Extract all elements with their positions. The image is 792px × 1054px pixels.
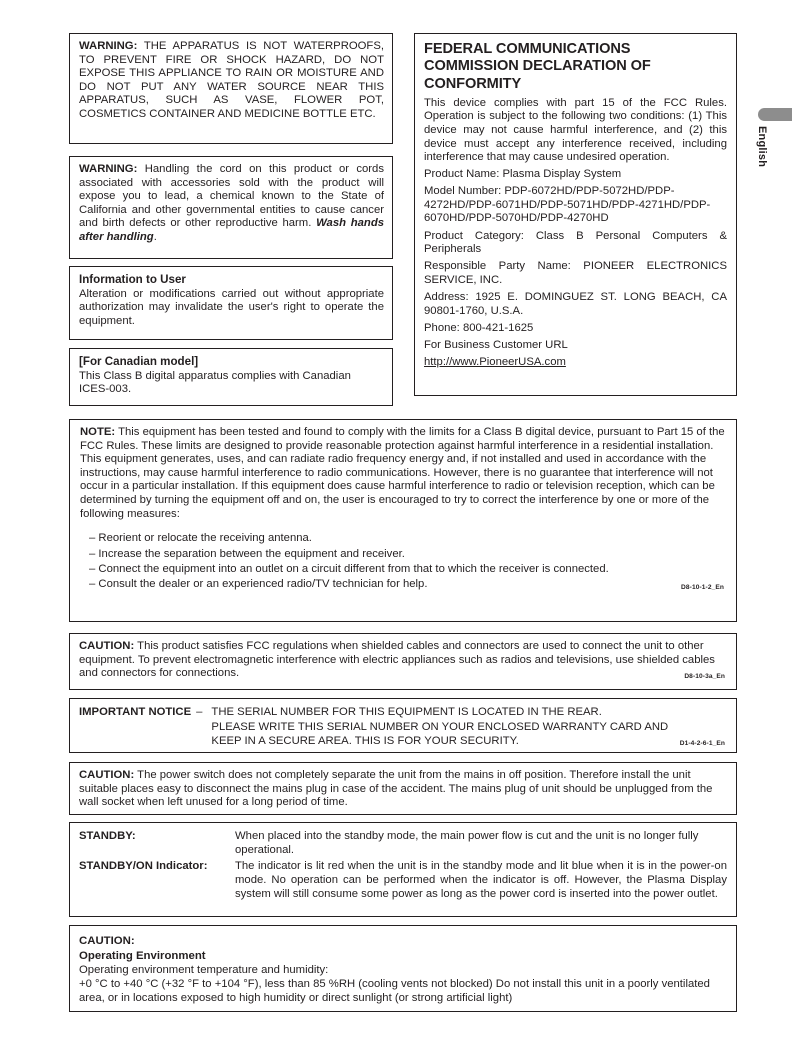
warning-cord-lead: WARNING: xyxy=(79,163,138,175)
note-measure-item: – Reorient or relocate the receiving antenna. xyxy=(89,532,312,545)
information-to-user-box xyxy=(69,266,393,340)
canadian-model-box xyxy=(69,348,393,406)
important-notice-line-text: KEEP IN A SECURE AREA. THIS IS FOR YOUR SECURITY. xyxy=(211,735,519,748)
canadian-model-heading: [For Canadian model] xyxy=(79,355,199,368)
fcc-heading: FEDERAL COMMUNICATIONS COMMISSION DECLARATION OF CONFORMITY xyxy=(424,41,651,92)
fcc-address: Address: 1925 E. DOMINGUEZ ST. LONG BEACH, CA 90801-1760, U.S.A. xyxy=(424,290,727,317)
canadian-model-body: This Class B digital apparatus complies with Canadian ICES-003. xyxy=(79,369,351,396)
warning-waterproof-box xyxy=(69,33,393,144)
operating-env-heading: Operating Environment xyxy=(79,950,206,963)
note-measure-item xyxy=(80,577,726,592)
caution-operating-environment-box xyxy=(69,925,737,1012)
operating-env-caution-lead: CAUTION: xyxy=(79,935,135,947)
note-lead: NOTE: xyxy=(80,426,116,438)
fcc-responsible-party: Responsible Party Name: PIONEER ELECTRONICS SERVICE, INC. xyxy=(424,260,727,286)
standby-row xyxy=(79,859,727,902)
language-tab-marker xyxy=(758,108,792,121)
language-tab-label: English xyxy=(756,126,768,168)
warning-waterproof-body: THE APPARATUS IS NOT WATERPROOFS, TO PREVENT FIRE OR SHOCK HAZARD, DO NOT EXPOSE THIS APPLIANCE TO RAIN OR MOISTURE AND DO NOT PUT ANY WATER SOURCE NEAR THIS APPARATUS, SUCH AS VASE, FLOWER POT, COSMETICS CONTAINER AND MEDICINE BOTTLE ETC. xyxy=(79,40,384,120)
fcc-declaration-box xyxy=(414,33,737,396)
standby-row xyxy=(79,829,727,858)
fcc-business-url-link[interactable]: http://www.PioneerUSA.com xyxy=(424,355,566,368)
caution-shielded-cables-box xyxy=(69,633,737,690)
warning-cord-emphasis: Wash hands after handling xyxy=(79,217,384,243)
important-notice-reference-code: D1-4-2-6-1_En xyxy=(679,740,725,748)
note-measure-item-text: – Consult the dealer or an experienced radio/TV technician for help. xyxy=(89,578,428,591)
warning-waterproof-text xyxy=(79,40,384,122)
important-notice-dash: – xyxy=(196,706,203,718)
caution-shielded-reference-code: D8-10-3a_En xyxy=(684,673,725,681)
important-notice-line: PLEASE WRITE THIS SERIAL NUMBER ON YOUR ENCLOSED WARRANTY CARD AND xyxy=(211,720,669,733)
warning-cord-tail: . xyxy=(153,230,157,243)
caution-power-switch-text xyxy=(79,769,727,810)
note-para-1 xyxy=(80,426,726,453)
fcc-product-name: Product Name: Plasma Display System xyxy=(424,168,622,181)
note-reference-code: D8-10-1-2_En xyxy=(681,584,724,592)
caution-shielded-lead: CAUTION: xyxy=(79,640,135,652)
important-notice-label: IMPORTANT NOTICE xyxy=(79,706,192,718)
operating-env-line-1: Operating environment temperature and humidity: xyxy=(79,964,329,977)
important-notice-box xyxy=(69,698,737,753)
fcc-phone: Phone: 800-421-1625 xyxy=(424,321,534,334)
fcc-business-url-label: For Business Customer URL xyxy=(424,338,568,351)
standby-row-label: STANDBY/ON Indicator: xyxy=(79,859,208,872)
operating-env-line-2: +0 °C to +40 °C (+32 °F to +104 °F), less than 85 %RH (cooling vents not blocked) Do not install this unit in a poorly ventilated area, or in locations exposed to high humidity or direct sunlight (or strong artificial light) xyxy=(79,978,710,1004)
note-measure-item: – Connect the equipment into an outlet on a circuit different from that to which the receiver is connected. xyxy=(89,562,609,575)
fcc-model-number: Model Number: PDP-6072HD/PDP-5072HD/PDP-4272HD/PDP-6071HD/PDP-5071HD/PDP-4271HD/PDP-6070HD/PDP-5070HD/PDP-4270HD xyxy=(424,185,711,225)
caution-shielded-text xyxy=(79,640,727,681)
caution-power-switch-box xyxy=(69,762,737,815)
information-to-user-body: Alteration or modifications carried out without appropriate authorization may invalidate the user's right to operate the equipment. xyxy=(79,287,384,327)
note-measures-list xyxy=(80,531,726,593)
fcc-product-category: Product Category: Class B Personal Computers & Peripherals xyxy=(424,229,727,256)
warning-cord-box xyxy=(69,156,393,259)
warning-cord-text xyxy=(79,163,384,245)
caution-shielded-body: This product satisfies FCC regulations when shielded cables and connectors are used to connect the unit to other equipment. To prevent electromagnetic interference with electric appliances such as radios and televisions, use shielded cables and connectors for connections. xyxy=(79,640,715,680)
fcc-compliance-text: This device complies with part 15 of the FCC Rules. Operation is subject to the following two conditions: (1) This device may not cause harmful interference, and (2) this device must accept any interference received, including interference that may cause undesired operation. xyxy=(424,96,727,164)
note-measure-item: – Increase the separation between the equipment and receiver. xyxy=(89,547,405,560)
important-notice-body xyxy=(211,705,727,752)
important-notice-line xyxy=(211,734,727,749)
information-to-user-heading: Information to User xyxy=(79,273,186,286)
warning-waterproof-lead: WARNING: xyxy=(79,40,138,52)
caution-power-switch-lead: CAUTION: xyxy=(79,769,135,781)
warning-cord-body: Handling the cord on this product or cords associated with accessories sold with the product will expose you to lead, a chemical known to the State of California and other governmental entities to cause cancer and birth defects or other reproductive harm. xyxy=(79,163,384,230)
note-para-2: This equipment generates, uses, and can radiate radio frequency energy and, if not installed and used in accordance with the instructions, may cause harmful interference to radio communications. However, there is no guarantee that interference will not occur in a particular installation. If this equipment does cause harmful interference to radio or television reception, which can be determined by turning the equipment off and on, the user is encouraged to try to correct the interference by one or more of the following measures: xyxy=(80,453,715,520)
caution-power-switch-body: The power switch does not completely separate the unit from the mains in off position. Therefore install the unit suitable places easy to disconnect the mains plug in case of the accident. The mains plug of unit should be unplugged from the wall socket when left unused for a long period of time. xyxy=(79,769,713,809)
note-para-1-text: This equipment has been tested and found to comply with the limits for a Class B digital device, pursuant to Part 15 of the FCC Rules. These limits are designed to provide reasonable protection against harmful interference in a residential installation. xyxy=(80,426,725,452)
standby-definitions-box xyxy=(69,822,737,917)
standby-row-text: When placed into the standby mode, the main power flow is cut and the unit is no longer fully operational. xyxy=(235,830,699,857)
standby-row-label: STANDBY: xyxy=(79,830,136,842)
important-notice-line: THE SERIAL NUMBER FOR THIS EQUIPMENT IS LOCATED IN THE REAR. xyxy=(211,706,602,718)
standby-row-text: The indicator is lit red when the unit is in the standby mode and lit blue when it is in the power-on mode. No operation can be performed when the indicator is off. However, the Plasma Display system will still consume some power as long as the power cord is inserted into the power outlet. xyxy=(235,859,727,901)
fcc-note-box xyxy=(69,419,737,622)
